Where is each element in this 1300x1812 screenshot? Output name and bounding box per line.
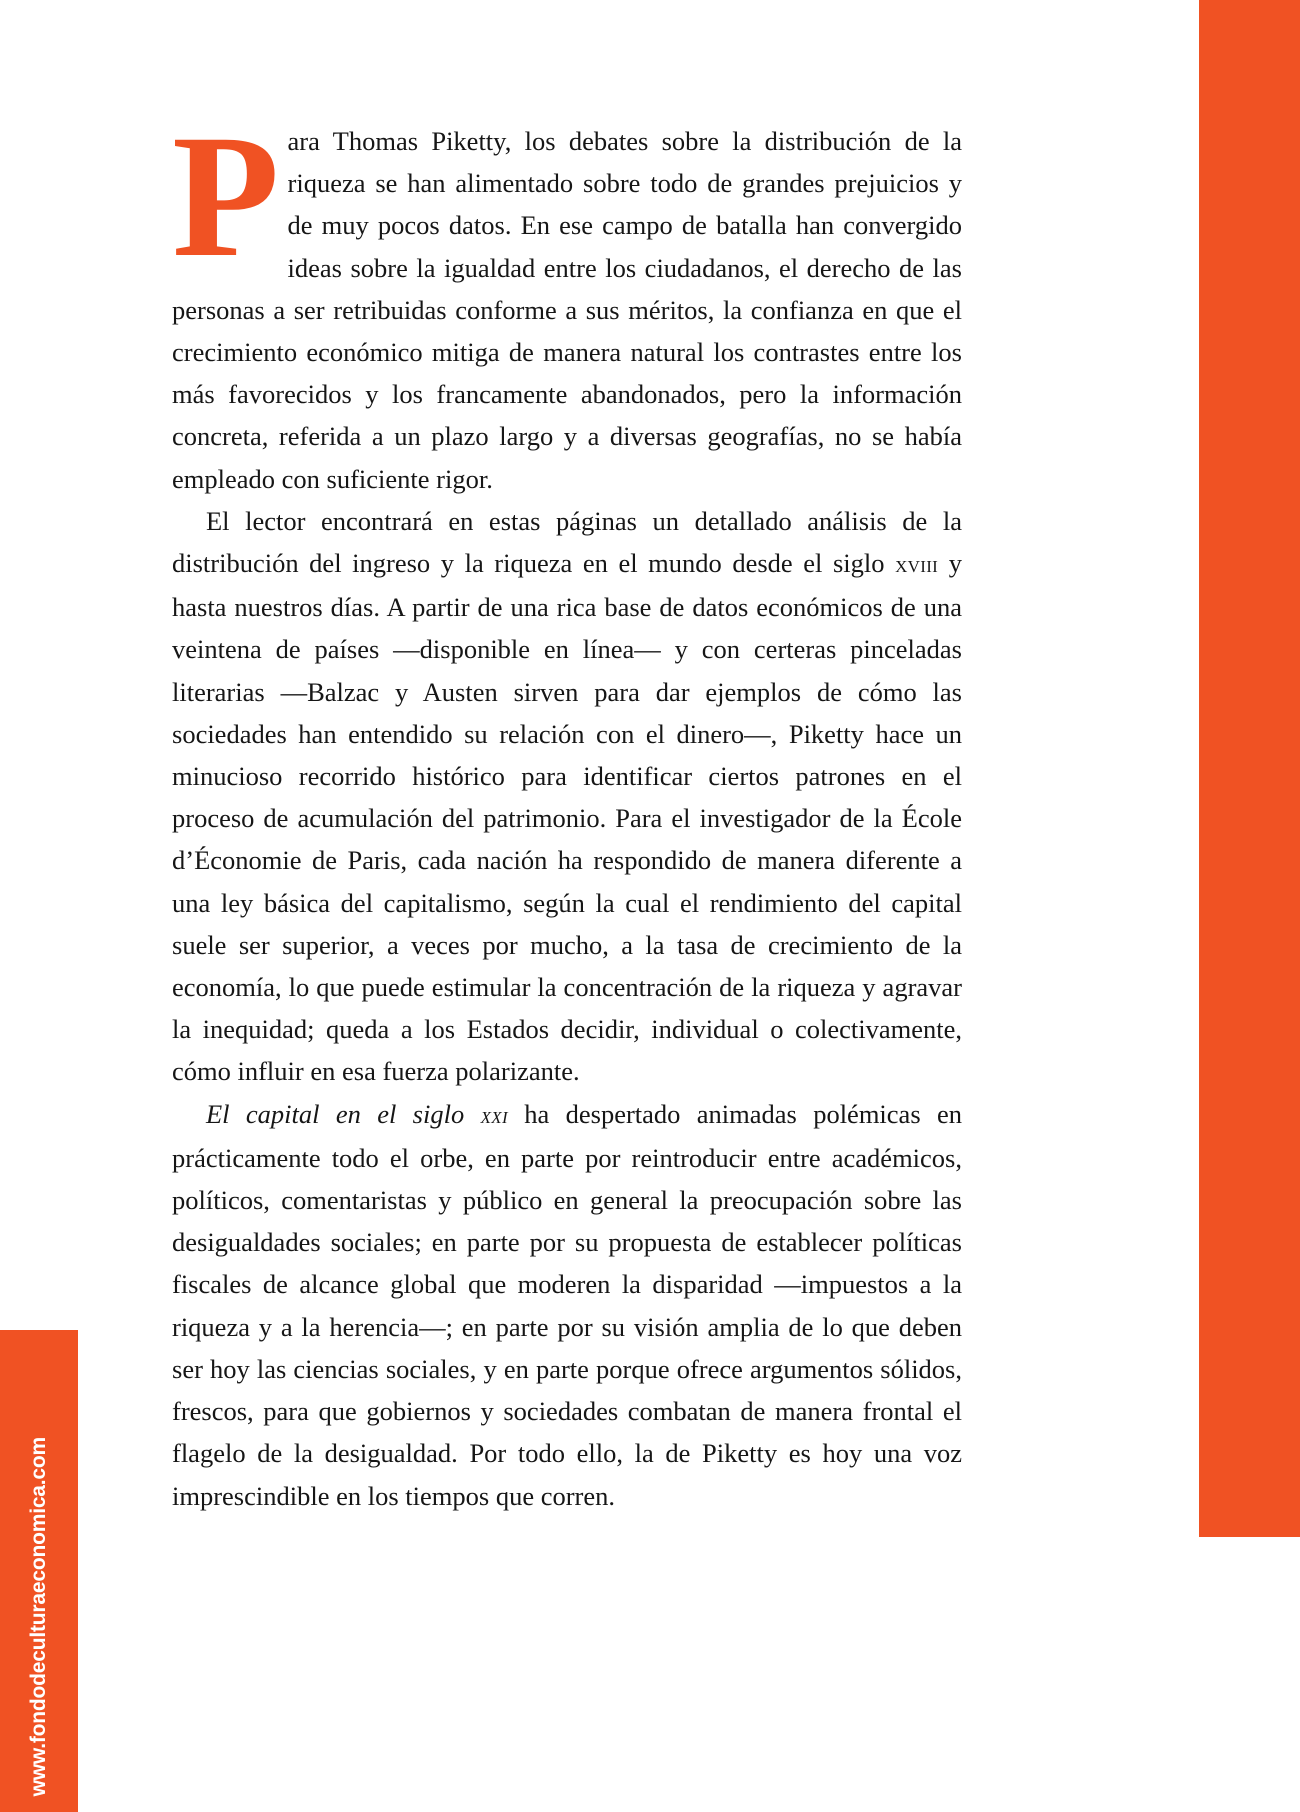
website-url-text: www.fondodeculturaeconomica.com [27,1436,50,1796]
book-title-italic: El capital en el siglo [206,1098,481,1129]
blurb-text-column [172,99,962,1517]
century-roman-numeral-xxi: xxi [480,1101,508,1129]
century-roman-numeral-xviii: xviii [895,551,939,579]
blurb-paragraph-1 [172,99,962,500]
blurb-paragraph-1-text: ara Thomas Piketty, los debates sobre la distribución de la riqueza se han alimentado sobre todo de grandes prejuicios y de muy pocos datos. En ese campo de batalla han convergido ideas sobre la igualdad entre los ciudadanos, el derecho de las personas a ser retribuidas conforme a sus méritos, la confianza en que el crecimiento económico mitiga de manera natural los contrastes entre los más favorecidos y los francamente abandonados, pero la información concreta, referida a un plazo largo y a diversas geografías, no se había empleado con suficiente rigor. [172,126,962,494]
blurb-paragraph-2-part-2: y hasta nuestros días. A partir de una rica base de datos económicos de una veintena de países —disponible en línea— y con certeras pinceladas literarias —Balzac y Austen sirven para dar ejemplos de cómo las sociedades han entendido su relación con el dinero—, Piketty hace un minucioso recorrido histórico para identificar ciertos patrones en el proceso de acumulación del patrimonio. Para el investigador de la École d’Économie de Paris, cada nación ha respondido de manera diferente a una ley básica del capitalismo, según la cual el rendimiento del capital suele ser superior, a veces por mucho, a la tasa de crecimiento de la economía, lo que puede estimular la concentración de la riqueza y agravar la inequidad; queda a los Estados decidir, individual o colectivamente, cómo influir en esa fuerza polarizante. [172,548,962,1087]
accent-bar-right [1199,0,1300,1537]
blurb-paragraph-3-body: ha despertado animadas polémicas en prácticamente todo el orbe, en parte por reintroducir entre académicos, políticos, comentaristas y público en general la preocupación sobre las desigualdades sociales; en parte por su propuesta de establecer políticas fiscales de alcance global que moderen la disparidad —impuestos a la riqueza y a la herencia—; en parte por su visión amplia de lo que deben ser hoy las ciencias sociales, y en parte porque ofrece argumentos sólidos, frescos, para que gobiernos y sociedades combatan de manera frontal el flagelo de la desigualdad. Por todo ello, la de Piketty es hoy una voz imprescindible en los tiempos que corren. [172,1098,962,1511]
website-vertical-label [0,1330,78,1812]
blurb-paragraph-3 [172,1093,962,1517]
blurb-paragraph-2-part-1: El lector encontrará en estas páginas un detallado análisis de la distribución del ingreso y la riqueza en el mundo desde el siglo [172,505,962,579]
blurb-paragraph-2 [172,500,962,1093]
drop-cap-letter: P [172,99,280,294]
